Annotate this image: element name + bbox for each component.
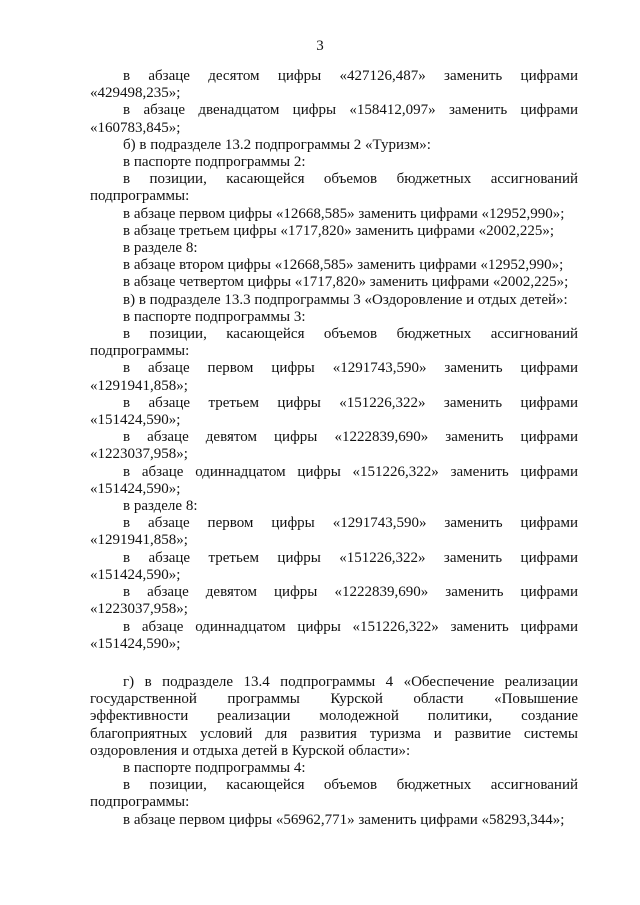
paragraph-9: в абзаце четвертом цифры «1717,820» заменить цифрами «2002,225»;: [123, 274, 569, 291]
paragraph-6: в абзаце третьем цифры «1717,820» заменить цифрами «2002,225»;: [123, 222, 554, 239]
paragraph-12: в позиции, касающейся объемов бюджетных ассигнований подпрограммы:: [90, 326, 578, 360]
paragraph-14: в абзаце третьем цифры «151226,322» заменить цифрами «151424,590»;: [90, 394, 578, 429]
paragraph-18: в абзаце первом цифры «1291743,590» заменить цифрами «1291941,858»;: [90, 515, 578, 549]
paragraph-0: в абзаце десятом цифры «427126,487» заменить цифрами «429498,235»;: [90, 68, 578, 102]
paragraph-g-1: в позиции, касающейся объемов бюджетных ассигнований подпрограммы:: [90, 777, 578, 811]
paragraph-20: в абзаце девятом цифры «1222839,690» заменить цифрами «1223037,958»;: [90, 584, 578, 618]
paragraph-7: в разделе 8:: [123, 240, 198, 257]
amendments-section-g: [90, 674, 578, 829]
paragraph-13: в абзаце первом цифры «1291743,590» заменить цифрами «1291941,858»;: [90, 360, 578, 394]
paragraph-16: в абзаце одиннадцатом цифры «151226,322» заменить цифрами «151424,590»;: [90, 463, 578, 497]
paragraph-g-2: в абзаце первом цифры «56962,771» заменить цифрами «58293,344»;: [123, 811, 565, 828]
heading-line: государственной программы Курской области «Повышение: [90, 691, 578, 708]
paragraph-15: в абзаце девятом цифры «1222839,690» заменить цифрами «1223037,958»;: [90, 429, 578, 463]
heading-line: эффективности реализации молодежной политики, создание: [90, 708, 578, 725]
paragraph-8: в абзаце втором цифры «12668,585» заменить цифрами «12952,990»;: [123, 257, 564, 274]
paragraph-3: в паспорте подпрограммы 2:: [123, 154, 306, 171]
page-number: 3: [316, 38, 324, 54]
paragraph-19: в абзаце третьем цифры «151226,322» заменить цифрами «151424,590»;: [90, 549, 578, 583]
heading-line: г) в подразделе 13.4 подпрограммы 4 «Обеспечение реализации: [123, 674, 578, 690]
subsection-heading: [90, 674, 578, 760]
paragraph-5: в абзаце первом цифры «12668,585» заменить цифрами «12952,990»;: [123, 205, 565, 222]
paragraph-10: в) в подразделе 13.3 подпрограммы 3 «Оздоровление и отдых детей»:: [123, 291, 568, 308]
paragraph-2: б) в подразделе 13.2 подпрограммы 2 «Туризм»:: [123, 136, 431, 153]
paragraph-17: в разделе 8:: [123, 498, 198, 515]
paragraph-g-0: в паспорте подпрограммы 4:: [123, 760, 306, 777]
paragraph-1: в абзаце двенадцатом цифры «158412,097» заменить цифрами «160783,845»;: [90, 102, 578, 136]
heading-line: благоприятных условий для развития туризма и развитие системы: [90, 725, 578, 742]
paragraph-21: в абзаце одиннадцатом цифры «151226,322» заменить цифрами «151424,590»;: [90, 618, 578, 652]
amendments-section-a: [90, 68, 578, 653]
heading-line: оздоровления и отдыха детей в Курской области»:: [90, 742, 411, 759]
paragraph-11: в паспорте подпрограммы 3:: [123, 308, 306, 325]
paragraph-4: в позиции, касающейся объемов бюджетных ассигнований подпрограммы:: [90, 171, 578, 205]
